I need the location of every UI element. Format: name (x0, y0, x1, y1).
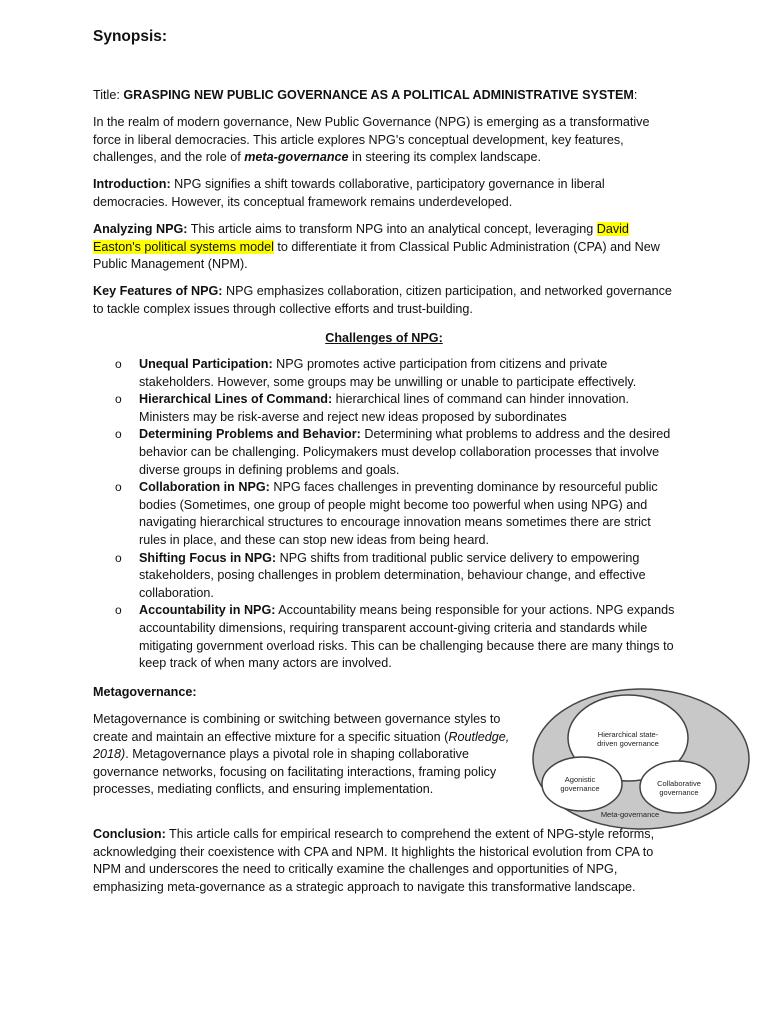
metagovernance-heading: Metagovernance: (93, 685, 197, 699)
metagovernance-text-2: . Metagovernance plays a pivotal role in shaping collaborative governance networks, focusing on facilitating interactions, framing policy processes, mediating conflicts, and ensuring implementation. (93, 747, 497, 797)
challenge-text: NPG promotes active participation from citizens and private stakeholders. However, some groups may be unwilling or unable to participate effectively. (139, 357, 637, 389)
challenge-text: NPG faces challenges in preventing dominance by resourceful public bodies (Sometimes, one group of people might become too powerful when using NPG) and navigating hierarchical structures to encourage innovation means sometimes there are strict rules in place, and these can stop new ideas from being heard. (139, 480, 658, 547)
challenges-list (115, 356, 680, 673)
key-features-paragraph (93, 283, 675, 318)
collaborative-label-2: governance (659, 788, 699, 797)
challenge-text: Determining what problems to address and the desired behavior can be challenging. Policymakers must develop collaboration processes that involve diverse groups in defining problems and goals. (139, 427, 671, 477)
key-features-text: NPG emphasizes collaboration, citizen participation, and networked governance to tackle complex issues through collective efforts and trust-building. (93, 284, 672, 316)
challenges-heading: Challenges of NPG: (325, 331, 443, 345)
challenge-label: Collaboration in NPG: (139, 480, 270, 495)
bullet-icon: o (115, 427, 122, 442)
list-item (115, 356, 680, 391)
title-prefix: Title: (93, 88, 124, 102)
bullet-icon: o (115, 550, 122, 565)
article-title: GRASPING NEW PUBLIC GOVERNANCE AS A POLITICAL ADMINISTRATIVE SYSTEM (123, 88, 634, 102)
challenge-text: hierarchical lines of command can hinder innovation. Ministers may be risk-averse and reject new ideas proposed by subordinates (139, 392, 629, 424)
list-item (115, 550, 680, 603)
collaborative-label-1: Collaborative (657, 779, 701, 788)
challenge-label: Shifting Focus in NPG: (139, 550, 277, 565)
conclusion-label: Conclusion: (93, 827, 166, 841)
intro-emphasis: meta-governance (244, 150, 349, 165)
intro-text-1: In the realm of modern governance, New Public Governance (NPG) is emerging as a transformative force in liberal democracies. This article explores NPG's conceptual development, key features, challenges, and the role of (93, 115, 650, 165)
hierarchical-label-2: driven governance (597, 739, 659, 748)
list-item (115, 479, 680, 549)
challenge-text: NPG shifts from traditional public service delivery to empowering stakeholders, posing challenges in problem determination, behaviour change, and effective collaboration. (139, 550, 646, 600)
key-features-label: Key Features of NPG: (93, 284, 223, 298)
bullet-icon: o (115, 480, 122, 495)
challenge-label: Hierarchical Lines of Command: (139, 392, 333, 407)
citation: Routledge, 2018) (93, 729, 510, 762)
introduction-label: Introduction: (93, 177, 171, 191)
challenge-label: Determining Problems and Behavior: (139, 427, 361, 442)
analyzing-paragraph (93, 221, 675, 274)
challenge-label: Unequal Participation: (139, 357, 273, 371)
metagovernance-diagram (530, 686, 752, 832)
conclusion-paragraph (93, 826, 675, 896)
agonistic-label-2: governance (560, 784, 600, 793)
list-item (115, 391, 680, 426)
metagovernance-paragraph (93, 711, 517, 799)
metagovernance-text-1: Metagovernance is combining or switching between governance styles to create and maintain an effective mixture for a specific situation ( (93, 712, 501, 744)
bullet-icon: o (115, 603, 122, 618)
list-item (115, 426, 680, 479)
bullet-icon: o (115, 357, 122, 371)
intro-text-2: in steering its complex landscape. (348, 150, 542, 165)
analyzing-label: Analyzing NPG: (93, 222, 188, 236)
hierarchical-label-1: Hierarchical state- (597, 730, 659, 739)
challenge-label: Accountability in NPG: (139, 603, 276, 618)
title-line (93, 87, 675, 105)
challenge-text: Accountability means being responsible for your actions. NPG expands accountability dimensions, requiring transparent account-giving criteria and standards while mitigating government overload risks. This can be challenging because there are many things to keep track of when many actors are involved. (139, 603, 675, 671)
analyzing-text-2: to differentiate it from Classical Public Administration (CPA) and New Public Management (NPM). (93, 239, 660, 272)
bullet-icon: o (115, 392, 122, 407)
agonistic-label-1: Agonistic (564, 775, 596, 784)
synopsis-heading: Synopsis: (93, 28, 168, 45)
intro-paragraph (93, 114, 675, 167)
conclusion-text: This article calls for empirical research to comprehend the extent of NPG-style reforms, acknowledging their coexistence with CPA and NPM. It highlights the historical evolution from CPA to NPM and underscores the need to critically examine the challenges and opportunities of NPG, emphasizing meta-governance as a strategic approach to navigate this transformative landscape. (93, 827, 655, 894)
highlighted-text: David Easton's political systems model (93, 222, 629, 254)
introduction-text: NPG signifies a shift towards collaborative, participatory governance in liberal democracies. However, its conceptual framework remains underdeveloped. (93, 177, 605, 209)
list-item (115, 602, 680, 672)
meta-governance-label: Meta-governance (600, 810, 660, 819)
title-suffix: : (633, 88, 638, 102)
analyzing-text-1: This article aims to transform NPG into an analytical concept, leveraging (187, 222, 597, 236)
introduction-paragraph (93, 176, 675, 211)
